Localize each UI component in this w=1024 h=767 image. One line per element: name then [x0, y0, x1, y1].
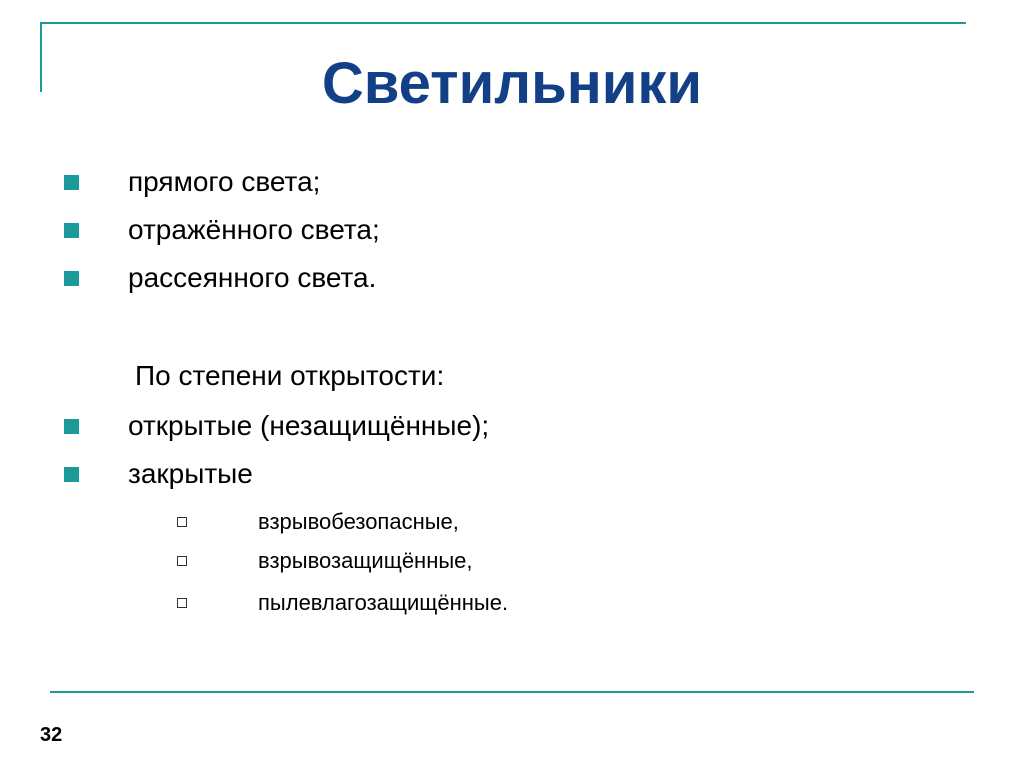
teal-square-bullet-icon	[64, 175, 79, 190]
top-divider-line	[40, 22, 966, 24]
subheading: По степени открытости:	[135, 360, 445, 391]
list-item-text: закрытые	[128, 458, 253, 489]
list-item	[64, 408, 490, 444]
hollow-square-bullet-icon	[177, 556, 187, 566]
slide-title: Светильники	[321, 51, 703, 116]
list-item-text: открытые (незащищённые);	[128, 410, 490, 441]
sub-list-item	[177, 546, 473, 576]
sub-list-item-text: взрывозащищённые,	[258, 548, 473, 573]
page-number: 32	[40, 724, 63, 746]
sub-list-item	[177, 507, 459, 537]
list-item	[64, 164, 321, 200]
sub-list-item-text: пылевлагозащищённые.	[258, 590, 509, 615]
teal-square-bullet-icon	[64, 419, 79, 434]
teal-square-bullet-icon	[64, 223, 79, 238]
teal-square-bullet-icon	[64, 271, 79, 286]
sub-list-item	[177, 588, 509, 618]
sub-list-item-text: взрывобезопасные,	[258, 509, 459, 534]
hollow-square-bullet-icon	[177, 517, 187, 527]
list-item	[64, 260, 377, 296]
list-item-text: рассеянного света.	[128, 262, 377, 293]
list-item-text: отражённого света;	[128, 214, 380, 245]
list-item	[64, 212, 380, 248]
hollow-square-bullet-icon	[177, 598, 187, 608]
list-item	[64, 456, 253, 492]
teal-square-bullet-icon	[64, 467, 79, 482]
bottom-divider-line	[50, 691, 974, 693]
list-item-text: прямого света;	[128, 166, 321, 197]
